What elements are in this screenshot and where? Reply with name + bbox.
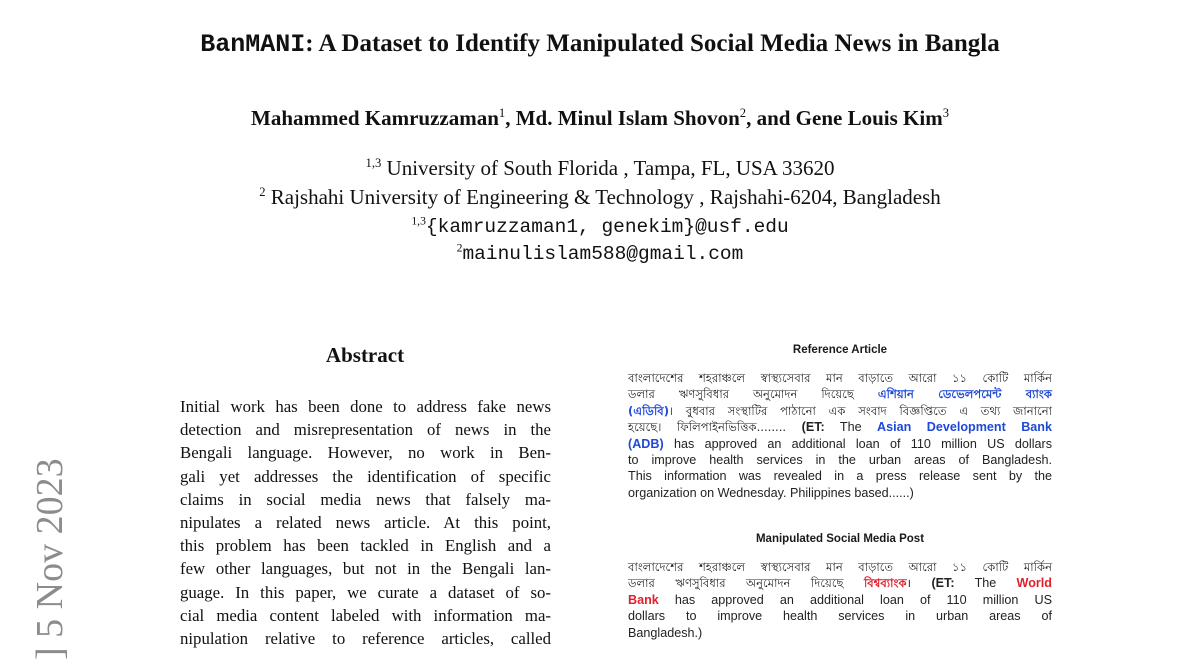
- arxiv-stamp-text: ] 5 Nov 2023: [29, 458, 71, 660]
- affiliation-text: University of South Florida , Tampa, FL, USA 33620: [381, 156, 835, 180]
- highlighted-entity: (এডিবি): [628, 403, 670, 418]
- abstract-line: guage. In this paper, we curate a dataset of so-: [180, 582, 551, 602]
- title-rest: : A Dataset to Identify Manipulated Social Media News in Bangla: [305, 30, 1000, 57]
- abstract-line: cial media content labeled with information ma-: [180, 605, 551, 625]
- author-separator: ,: [505, 106, 516, 130]
- english-line: dollars to improve health services in urban areas of: [628, 609, 1052, 624]
- english-line: [628, 592, 1052, 608]
- english-line: to improve health services in the urban areas of Bangladesh.: [628, 453, 1052, 468]
- email-mark: 1,3: [411, 214, 426, 228]
- abstract-line: nipulates a related news article. At this point,: [180, 513, 551, 533]
- english-translation-label: (ET:: [801, 420, 825, 435]
- email-gmail: [0, 243, 1200, 265]
- bengali-line: [628, 403, 1052, 419]
- abstract-line: gali yet addresses the identification of specific: [180, 466, 551, 486]
- reference-article-heading: Reference Article: [792, 344, 888, 356]
- bengali-text: হয়েছে। ফিলিপাইনভিত্তিক........: [628, 420, 802, 435]
- affiliation-text: Rajshahi University of Engineering & Technology , Rajshahi-6204, Bangladesh: [265, 185, 941, 209]
- english-line: organization on Wednesday. Philippines based......): [628, 485, 914, 500]
- dataset-name: BanMANI: [200, 30, 306, 59]
- author-affiliation-mark: 1: [498, 106, 506, 120]
- author-name: Gene Louis Kim: [795, 106, 943, 130]
- affiliation-ruet: [0, 185, 1200, 210]
- manipulated-post-heading: Manipulated Social Media Post: [755, 533, 925, 545]
- abstract-line: this problem has been tackled in English and a: [180, 536, 551, 556]
- english-text: The: [824, 420, 878, 435]
- bengali-text: । বুধবার সংস্থাটির পাঠানো এক সংবাদ বিজ্ঞপ্তিতে এ তথ্য জানানো: [669, 403, 1052, 418]
- english-text: has approved an additional loan of 110 million US dollars: [663, 436, 1052, 451]
- reference-article-body: [628, 370, 1052, 501]
- author-name: Md. Minul Islam Shovon: [515, 106, 740, 130]
- manipulated-post-body: [628, 559, 1052, 641]
- english-text: The: [954, 576, 1017, 591]
- email-text[interactable]: {kamruzzaman1, genekim}@usf.edu: [425, 216, 789, 238]
- affiliation-mark: 2: [259, 185, 266, 199]
- affiliation-usf: [0, 156, 1200, 181]
- email-mark: 2: [456, 241, 463, 255]
- english-line: This information was revealed in a press release sent by the: [628, 469, 1052, 484]
- bengali-line: [628, 386, 1052, 402]
- author-name: Mahammed Kamruzzaman: [251, 106, 499, 130]
- bengali-text: ।: [906, 576, 932, 591]
- highlighted-entity: (ADB): [628, 436, 664, 451]
- abstract-line: few other languages, but not in the Bengali lan-: [180, 559, 551, 579]
- author-list: [0, 106, 1200, 131]
- abstract-line: detection and misrepresentation of news in the: [180, 420, 551, 440]
- abstract-body: [180, 395, 551, 650]
- manipulated-entity: Bank: [628, 592, 659, 607]
- highlighted-entity: Asian Development Bank: [877, 420, 1052, 435]
- manipulated-post-panel: [628, 533, 1052, 641]
- english-line: [628, 436, 1052, 452]
- mixed-line: [628, 419, 1052, 435]
- author-separator: , and: [746, 106, 796, 130]
- english-translation-label: (ET:: [931, 576, 955, 591]
- manipulated-entity: বিশ্বব্যাংক: [863, 576, 907, 591]
- arxiv-stamp: [18, 430, 84, 660]
- paper-title: [0, 30, 1200, 59]
- highlighted-entity: এশিয়ান ডেভেলপমেন্ট ব্যাংক: [877, 387, 1052, 402]
- bengali-text: ডলার ঋণসুবিধার অনুমোদন দিয়েছে: [628, 387, 878, 402]
- author-affiliation-mark: 2: [739, 106, 747, 120]
- email-text[interactable]: mainulislam588@gmail.com: [462, 243, 744, 265]
- bengali-text: ডলার ঋণসুবিধার অনুমোদন দিয়েছে: [628, 576, 864, 591]
- mixed-line: [628, 575, 1052, 591]
- abstract-line: Bengali language. However, no work in Ben-: [180, 443, 551, 463]
- author-affiliation-mark: 3: [942, 106, 949, 120]
- bengali-line: বাংলাদেশের শহরাঞ্চলে স্বাস্থ্যসেবার মান বাড়াতে আরো ১১ কোটি মার্কিন: [628, 371, 1052, 385]
- abstract-line: nipulation relative to reference articles, called: [180, 629, 551, 649]
- email-usf: [0, 216, 1200, 238]
- bengali-line: বাংলাদেশের শহরাঞ্চলে স্বাস্থ্যসেবার মান বাড়াতে আরো ১১ কোটি মার্কিন: [628, 560, 1052, 574]
- manipulated-entity: World: [1016, 576, 1052, 591]
- reference-article-panel: [628, 344, 1052, 501]
- english-text: has approved an additional loan of 110 million US: [658, 592, 1052, 607]
- affiliation-mark: 1,3: [365, 156, 382, 170]
- abstract-heading: Abstract: [325, 343, 405, 367]
- english-line: Bangladesh.): [628, 625, 703, 640]
- abstract-line: Initial work has been done to address fake news: [180, 397, 551, 416]
- abstract-line: claims in social media news that falsely ma-: [180, 489, 551, 509]
